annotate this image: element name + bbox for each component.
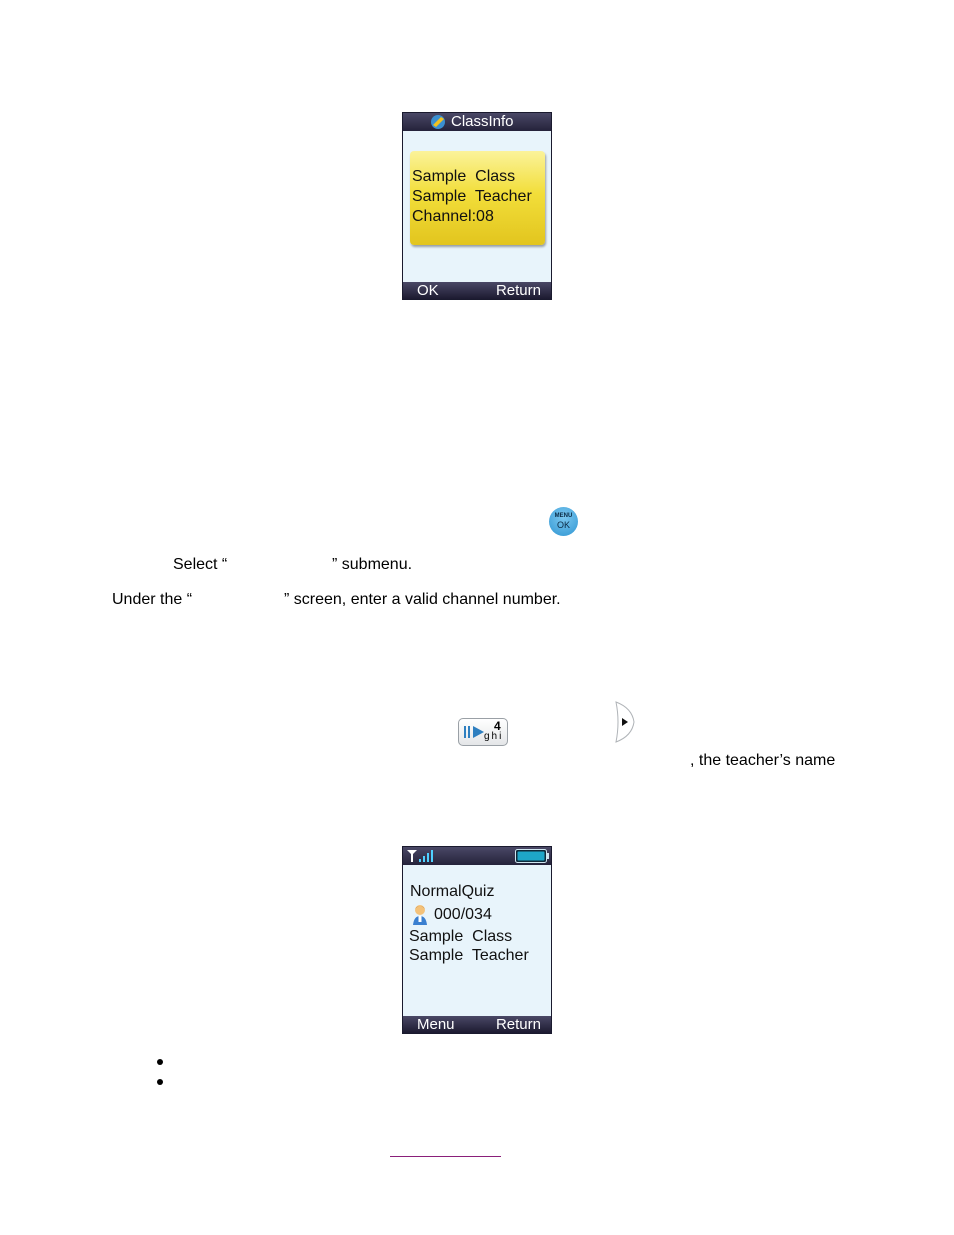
hyperlink-underline[interactable] [390, 1156, 501, 1157]
menu-softkey[interactable]: Menu [417, 1016, 455, 1033]
ok-key-label: OK [556, 520, 570, 530]
return-softkey[interactable]: Return [495, 1016, 541, 1033]
menu-key-label: MENU [554, 513, 573, 519]
select-submenu-prefix: Select “ [173, 556, 228, 573]
nav-right-key-icon [612, 700, 636, 744]
list-bullet [157, 1059, 163, 1065]
key4-digit: 4 [494, 719, 501, 733]
home-teacher-name: Sample Teacher [409, 947, 529, 964]
signal-icon [406, 849, 436, 863]
battery-icon [515, 849, 549, 863]
pen-icon [429, 114, 447, 130]
list-bullet [157, 1079, 163, 1085]
class-info-title: ClassInfo [451, 113, 514, 130]
home-screen [402, 846, 552, 1034]
play-icon [464, 725, 486, 739]
home-class-name: Sample Class [409, 928, 513, 945]
teacher-name: Sample Teacher [412, 188, 532, 205]
class-info-softkeys [403, 282, 551, 299]
quiz-mode: NormalQuiz [410, 883, 495, 900]
home-softkeys [403, 1016, 551, 1033]
student-icon [411, 904, 429, 926]
key4-letters: ghi [484, 731, 504, 742]
play-key-4-icon [458, 718, 508, 746]
answer-count: 000/034 [434, 906, 492, 923]
class-name: Sample Class [412, 168, 516, 185]
status-bar [403, 847, 551, 865]
under-screen-suffix: ” screen, enter a valid channel number. [284, 591, 561, 608]
select-submenu-suffix: ” submenu. [332, 556, 413, 573]
class-info-titlebar [403, 113, 551, 131]
teacher-name-fragment: , the teacher’s name [690, 752, 836, 769]
ok-softkey[interactable]: OK [417, 282, 439, 299]
class-info-card [410, 151, 545, 245]
class-info-screen [402, 112, 552, 300]
under-screen-prefix: Under the “ [112, 591, 193, 608]
return-softkey[interactable]: Return [495, 282, 541, 299]
channel-value: Channel:08 [412, 208, 494, 225]
menu-ok-key-icon [549, 507, 578, 536]
